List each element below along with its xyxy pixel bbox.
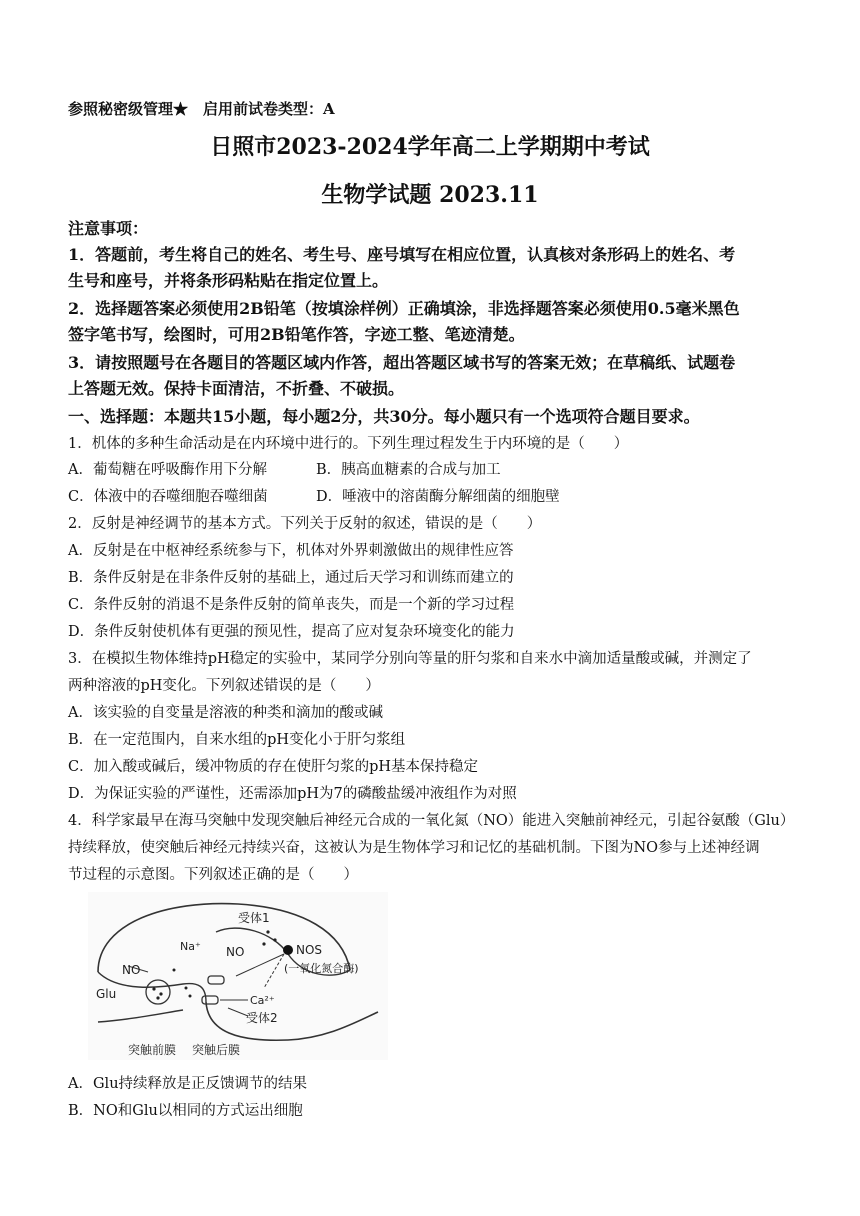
notice-line: 1．答题前，考生将自己的姓名、考生号、座号填写在相应位置，认真核对条形码上的姓名、考 bbox=[68, 245, 736, 264]
question-2-option-d: D．条件反射使机体有更强的预见性，提高了应对复杂环境变化的能力 bbox=[68, 624, 515, 640]
confidentiality-line: 参照秘密级管理★ 启用前试卷类型：A bbox=[68, 100, 335, 118]
label-no-top: NO bbox=[226, 945, 245, 959]
notice-line: 签字笔书写，绘图时，可用2B铅笔作答，字迹工整、笔迹清楚。 bbox=[68, 325, 525, 344]
question-4-stem: 4．科学家最早在海马突触中发现突触后神经元合成的一氧化氮（NO）能进入突触前神经元，引起谷氨酸（Glu） bbox=[68, 813, 795, 829]
question-1-options-row-2 bbox=[68, 485, 560, 506]
question-3-stem: 3．在模拟生物体维持pH稳定的实验中，某同学分别向等量的肝匀浆和自来水中滴加适量酸或碱，并测定了 bbox=[68, 651, 752, 667]
label-receptor-1: 受体1 bbox=[238, 911, 270, 925]
label-na: Na⁺ bbox=[180, 940, 201, 953]
notice-line: 生号和座号，并将条形码粘贴在指定位置上。 bbox=[68, 271, 389, 290]
question-3-stem-cont: 两种溶液的pH变化。下列叙述错误的是（ ） bbox=[68, 678, 380, 694]
label-postsynaptic: 突触后膜 bbox=[192, 1043, 241, 1057]
question-3-option-d: D．为保证实验的严谨性，还需添加pH为7的磷酸盐缓冲液组作为对照 bbox=[68, 786, 517, 802]
nos-dot bbox=[283, 945, 293, 955]
question-4-stem-cont-2: 节过程的示意图。下列叙述正确的是（ ） bbox=[68, 867, 358, 883]
label-presynaptic: 突触前膜 bbox=[128, 1043, 177, 1057]
exam-subtitle: 生物学试题 2023.11 bbox=[321, 182, 539, 208]
question-2-stem: 2．反射是神经调节的基本方式。下列关于反射的叙述，错误的是（ ） bbox=[68, 516, 542, 532]
label-receptor-2: 受体2 bbox=[246, 1011, 278, 1025]
notice-line: 3．请按照题号在各题目的答题区域内作答，超出答题区域书写的答案无效；在草稿纸、试题卷 bbox=[68, 353, 736, 372]
question-2-option-c: C．条件反射的消退不是条件反射的简单丧失，而是一个新的学习过程 bbox=[68, 597, 515, 613]
question-4-stem-cont: 持续释放，使突触后神经元持续兴奋，这被认为是生物体学习和记忆的基础机制。下图为NO参与上述神经调 bbox=[68, 840, 760, 856]
question-4-option-b: B．NO和Glu以相同的方式运出细胞 bbox=[68, 1103, 303, 1119]
question-3-option-b: B．在一定范围内，自来水组的pH变化小于肝匀浆组 bbox=[68, 732, 406, 748]
notice-line: 上答题无效。保持卡面清洁，不折叠、不破损。 bbox=[68, 379, 405, 398]
section-heading: 一、选择题：本题共15小题，每小题2分，共30分。每小题只有一个选项符合题目要求。 bbox=[68, 407, 700, 426]
notice-heading: 注意事项： bbox=[68, 219, 149, 238]
label-ca: Ca²⁺ bbox=[250, 994, 275, 1007]
notice-line: 2．选择题答案必须使用2B铅笔（按填涂样例）正确填涂，非选择题答案必须使用0.5毫米黑色 bbox=[68, 299, 740, 318]
question-1-stem: 1．机体的多种生命活动是在内环境中进行的。下列生理过程发生于内环境的是（ ） bbox=[68, 436, 629, 452]
exam-title: 日照市2023-2024学年高二上学期期中考试 bbox=[210, 134, 650, 160]
question-1-option-d: D．唾液中的溶菌酶分解细菌的细胞壁 bbox=[316, 489, 560, 505]
question-2-option-b: B．条件反射是在非条件反射的基础上，通过后天学习和训练而建立的 bbox=[68, 570, 514, 586]
question-2-option-a: A．反射是在中枢神经系统参与下，机体对外界刺激做出的规律性应答 bbox=[68, 543, 514, 559]
label-no-left: NO bbox=[122, 963, 141, 977]
label-nos: NOS bbox=[296, 943, 323, 957]
question-1-options-row-1 bbox=[68, 458, 501, 479]
question-3-option-a: A．该实验的自变量是溶液的种类和滴加的酸或碱 bbox=[68, 705, 383, 721]
question-3-option-c: C．加入酸或碱后，缓冲物质的存在使肝匀浆的pH基本保持稳定 bbox=[68, 759, 479, 775]
question-1-option-c: C．体液中的吞噬细胞吞噬细菌 bbox=[68, 489, 268, 505]
question-4-option-a: A．Glu持续释放是正反馈调节的结果 bbox=[68, 1076, 308, 1092]
question-1-option-b: B．胰高血糖素的合成与加工 bbox=[316, 462, 501, 478]
label-glu: Glu bbox=[96, 987, 117, 1001]
synapse-diagram bbox=[88, 892, 388, 1060]
label-nos-note: (一氧化氮合酶) bbox=[284, 962, 359, 975]
question-1-option-a: A．葡萄糖在呼吸酶作用下分解 bbox=[68, 462, 267, 478]
